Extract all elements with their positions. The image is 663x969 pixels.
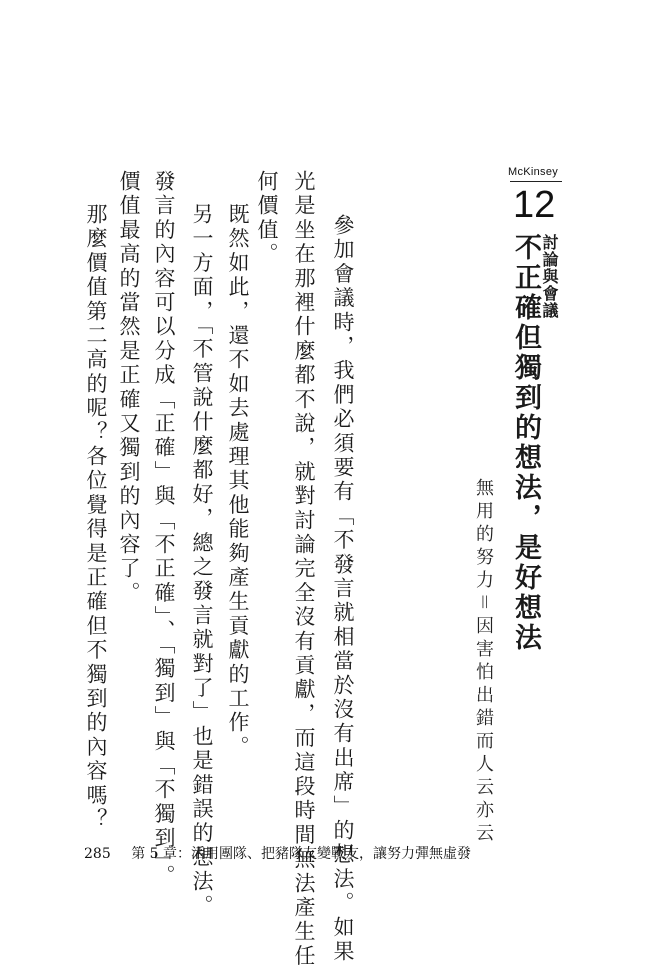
body-column: 那麼價值第二高的呢？各位覺得是正確但不獨到的內容嗎？ <box>84 203 108 833</box>
page-number: 285 <box>84 846 111 862</box>
body-column: 參加會議時，我們必須要有「不發言就相當於沒有出席」的想法。如果 <box>331 214 355 965</box>
body-column: 既然如此，還不如去處理其他能夠產生貢獻的工作。 <box>226 203 250 760</box>
page-footer <box>84 843 471 863</box>
body-column: 價值最高的當然是正確又獨到的內容了。 <box>117 170 141 606</box>
section-label: 討論與會議 <box>540 234 559 319</box>
body-column: 另一方面，「不管說什麼都好，總之發言就對了」也是錯誤的想法。 <box>190 203 214 919</box>
header-divider <box>510 181 562 182</box>
chapter-number: 12 <box>513 184 556 226</box>
brand-label: McKinsey <box>508 166 559 178</box>
body-column: 發言的內容可以分成「正確」與「不正確」、「獨到」與「不獨到」。 <box>152 170 176 889</box>
body-column: 光是坐在那裡什麼都不說，就對討論完全沒有貢獻，而這段時間無法產生任 <box>292 170 316 969</box>
body-column: 何價值。 <box>255 170 279 267</box>
chapter-title: 不正確但獨到的想法，是好想法 <box>510 233 541 653</box>
running-chapter-title: 第 5 章：活用團隊、把豬隊友變戰友，讓努力彈無虛發 <box>131 846 471 862</box>
chapter-subtitle: 無用的努力＝因害怕出錯而人云亦云 <box>473 478 494 846</box>
